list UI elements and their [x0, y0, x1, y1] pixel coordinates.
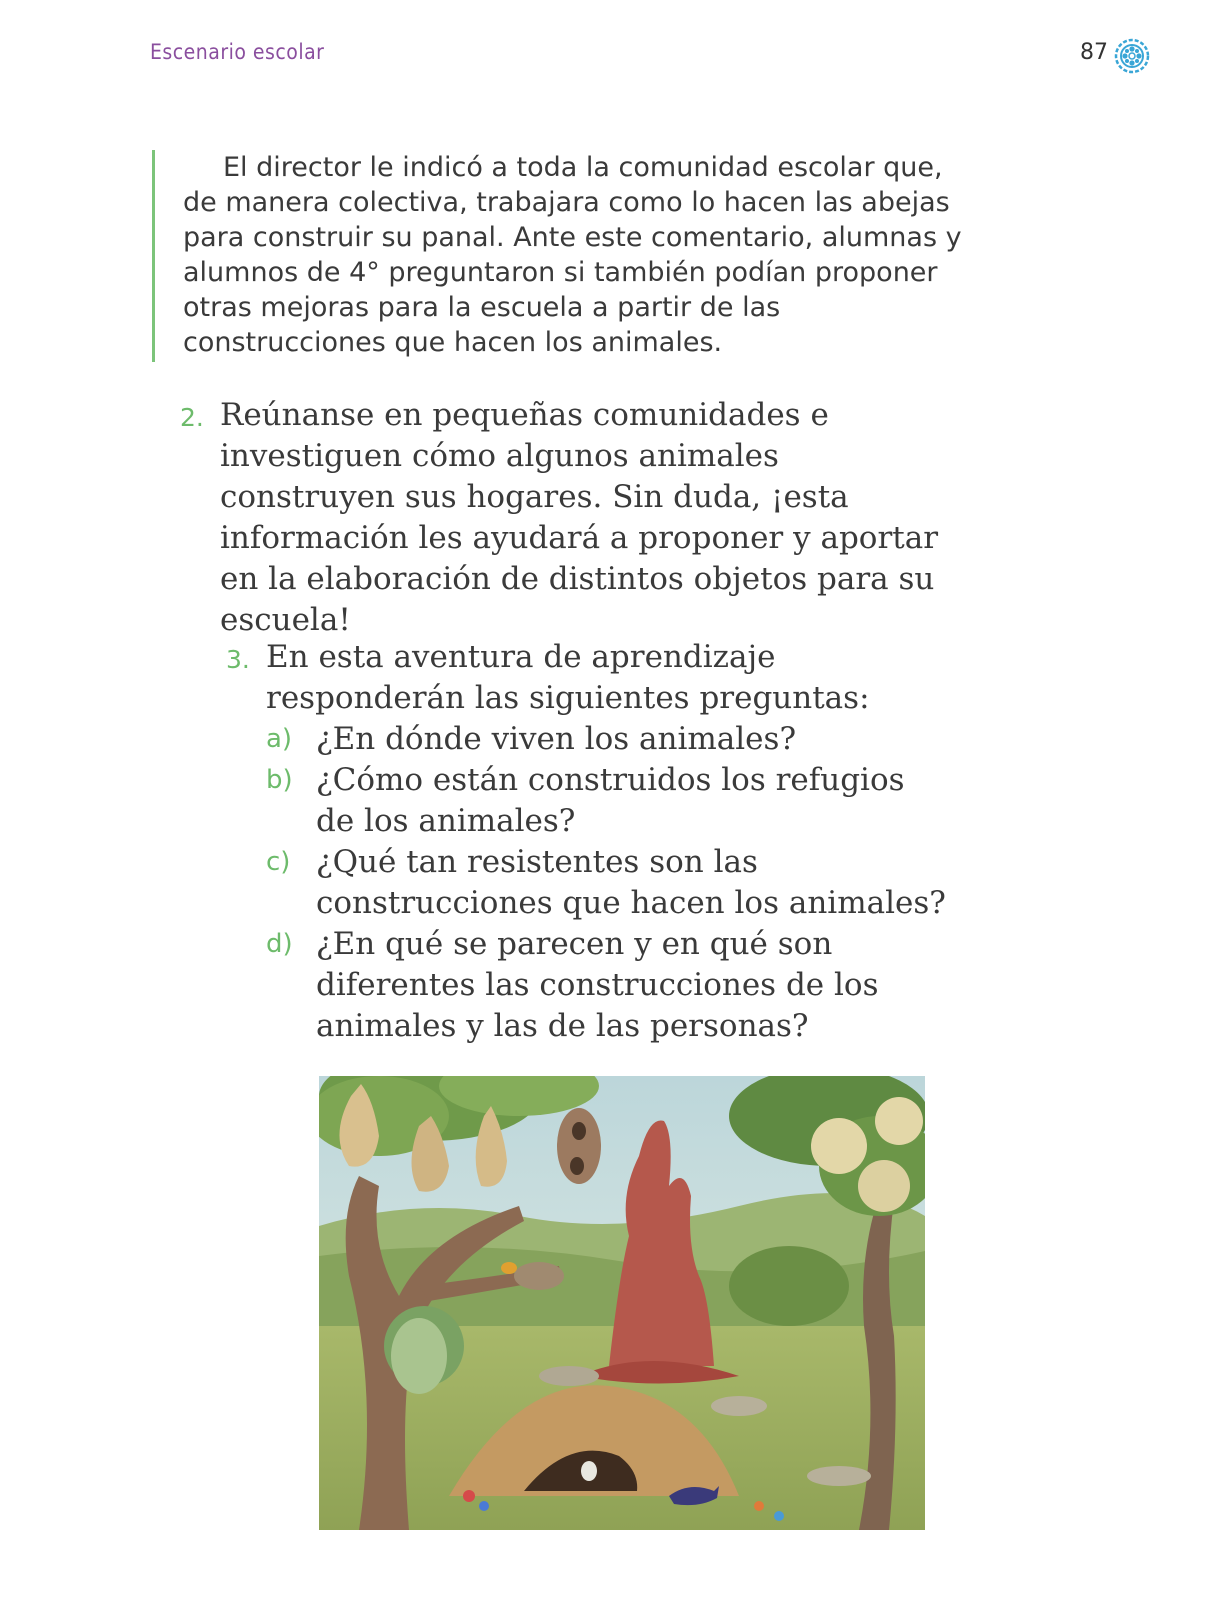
page-number: 87 [1080, 40, 1108, 65]
item-text: Reúnanse en pequeñas comunidades e investiguen cómo algunos animales construyen sus hogares. Sin duda, ¡esta información les ayudará a proponer y aportar en la elaboración de distintos objetos para su escuela! [220, 397, 939, 638]
section-title: Escenario escolar [150, 40, 325, 64]
question-letter: b) [266, 765, 293, 795]
question-letter: c) [266, 847, 291, 877]
question-text: ¿Cómo están construidos los refugios de los animales? [316, 762, 905, 839]
item-number: 2. [180, 403, 204, 432]
question-text: ¿Qué tan resistentes son las construcciones que hacen los animales? [316, 844, 946, 921]
question-text: ¿En dónde viven los animales? [316, 721, 797, 757]
animal-habitats-illustration [319, 1076, 925, 1530]
question-letter: a) [266, 724, 293, 754]
question-text: ¿En qué se parecen y en qué son diferentes las construcciones de los animales y las de las personas? [316, 926, 879, 1044]
question-a [266, 719, 946, 760]
item-text: En esta aventura de aprendizaje responderán las siguientes preguntas: [266, 639, 870, 716]
question-b [266, 760, 946, 842]
intro-text: El director le indicó a toda la comunidad escolar que, de manera colectiva, trabajara como lo hacen las abejas para construir su panal. Ante este comentario, alumnas y alumnos de 4° preguntaron si también podían proponer otras mejoras para la escuela a partir de las construcciones que hacen los animales. [183, 152, 962, 358]
intro-paragraph [152, 150, 963, 362]
activity-item-3 [226, 637, 946, 1047]
activity-item-2 [180, 395, 940, 641]
item-number: 3. [226, 645, 250, 674]
flower-badge-icon [1114, 38, 1150, 74]
question-c [266, 842, 946, 924]
question-d [266, 924, 946, 1047]
question-letter: d) [266, 929, 293, 959]
